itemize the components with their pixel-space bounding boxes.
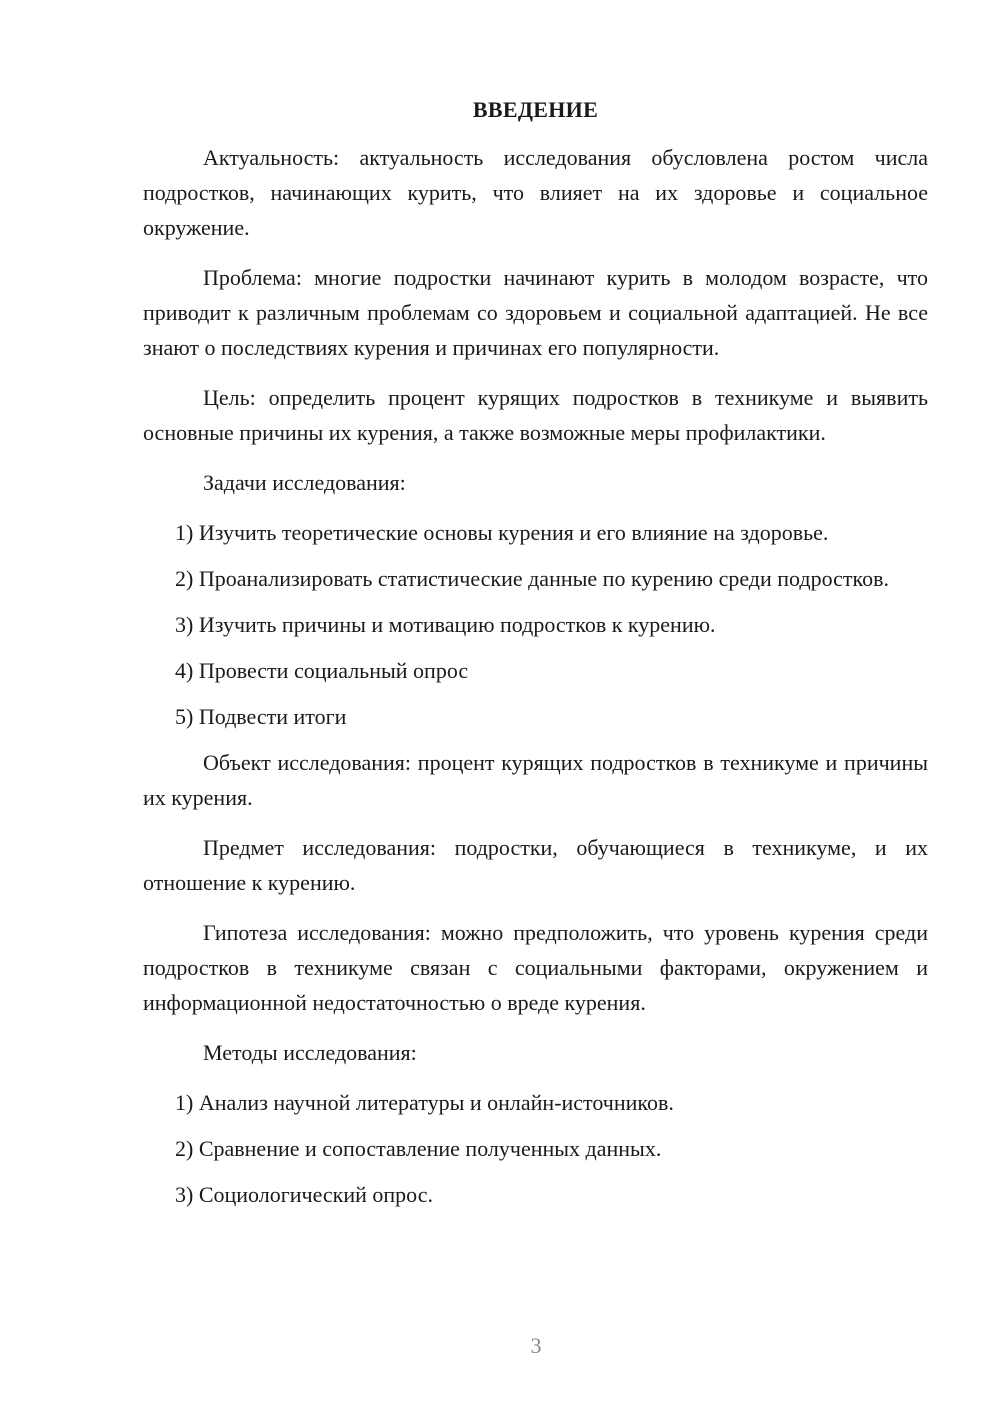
relevance-paragraph: Актуальность: актуальность исследования обусловлена ростом числа подростков, начинающих курить, что влияет на их здоровье и социальное окружение. — [143, 145, 928, 240]
problem-paragraph: Проблема: многие подростки начинают курить в молодом возрасте, что приводит к различным проблемам со здоровьем и социальной адаптацией. Не все знают о последствиях курения и причинах его популярности. — [143, 265, 928, 360]
method-item: 3) Социологический опрос. — [175, 1182, 433, 1207]
document-page — [143, 92, 928, 1223]
method-item: 1) Анализ научной литературы и онлайн-источников. — [175, 1090, 674, 1115]
method-item: 2) Сравнение и сопоставление полученных данных. — [175, 1136, 662, 1161]
task-item: 1) Изучить теоретические основы курения и его влияние на здоровье. — [175, 520, 829, 545]
task-item: 2) Проанализировать статистические данные по курению среди подростков. — [175, 566, 889, 591]
task-item: 3) Изучить причины и мотивацию подростков к курению. — [175, 612, 716, 637]
section-title: ВВЕДЕНИЕ — [472, 97, 599, 122]
hypothesis-paragraph: Гипотеза исследования: можно предположить, что уровень курения среди подростков в техникуме связан с социальными факторами, окружением и информационной недостаточностью о вреде курения. — [143, 920, 928, 1015]
task-item: 5) Подвести итоги — [175, 704, 347, 729]
object-paragraph: Объект исследования: процент курящих подростков в техникуме и причины их курения. — [143, 750, 928, 810]
methods-heading: Методы исследования: — [203, 1040, 417, 1065]
task-item: 4) Провести социальный опрос — [175, 658, 469, 683]
subject-paragraph: Предмет исследования: подростки, обучающиеся в техникуме, и их отношение к курению. — [143, 835, 928, 895]
page-number: 3 — [530, 1333, 542, 1358]
tasks-heading: Задачи исследования: — [203, 470, 406, 495]
goal-paragraph: Цель: определить процент курящих подростков в техникуме и выявить основные причины их курения, а также возможные меры профилактики. — [143, 385, 928, 445]
